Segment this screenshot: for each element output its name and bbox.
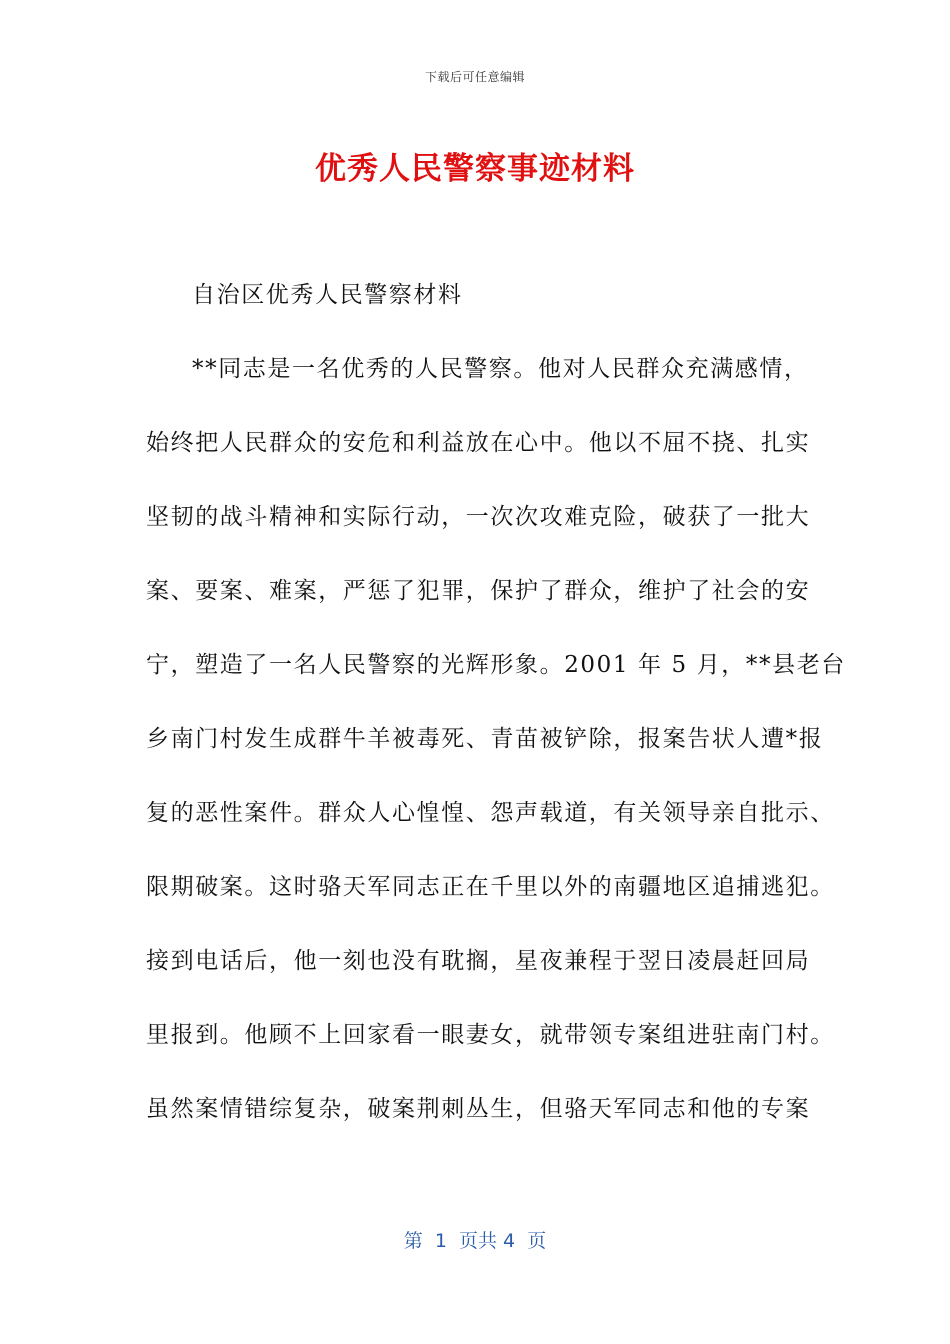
body-paragraph [146,332,846,1146]
paragraph-line: 案、要案、难案，严惩了犯罪，保护了群众，维护了社会的安 [146,578,811,604]
paragraph-line: 始终把人民群众的安危和利益放在心中。他以不屈不挠、扎实 [146,430,811,456]
paragraph-line: 复的恶性案件。群众人心惶惶、怨声载道，有关领导亲自批示、 [146,800,835,826]
paragraph-line: 虽然案情错综复杂，破案荆刺丛生，但骆天军同志和他的专案 [146,1096,811,1122]
header-note: 下载后可任意编辑 [424,70,525,84]
paragraph-line: 乡南门村发生成群牛羊被毒死、青苗被铲除，报案告状人遭*报 [146,726,824,752]
paragraph-line: 宁，塑造了一名人民警察的光辉形象。2001 年 5 月，**县老台 [146,652,846,678]
document-subtitle: 自治区优秀人民警察材料 [192,282,463,308]
paragraph-line: **同志是一名优秀的人民警察。他对人民群众充满感情， [192,356,809,382]
paragraph-line: 限期破案。这时骆天军同志正在千里以外的南疆地区追捕逃犯。 [146,874,835,900]
paragraph-line: 坚韧的战斗精神和实际行动，一次次攻难克险，破获了一批大 [146,504,811,530]
document-title: 优秀人民警察事迹材料 [315,151,635,187]
paragraph-line: 接到电话后，他一刻也没有耽搁，星夜兼程于翌日凌晨赶回局 [146,948,811,974]
page-number-footer: 第 1 页共 4 页 [403,1230,547,1252]
paragraph-line: 里报到。他顾不上回家看一眼妻女，就带领专案组进驻南门村。 [146,1022,835,1048]
